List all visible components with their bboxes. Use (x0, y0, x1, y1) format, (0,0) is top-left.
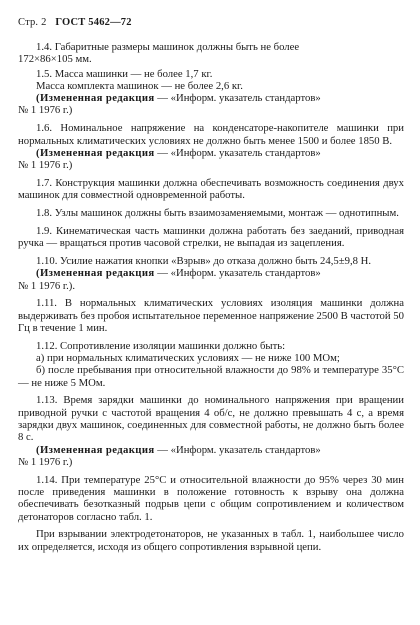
clause-1-12-a: а) при нормальных климатических условиях — не ниже 100 МОм; (36, 352, 340, 365)
amendment-number-4: № 1 1976 г.) (18, 455, 73, 468)
amendment-source: — «Информ. указатель стандартов» (154, 267, 321, 280)
amendment-number-3: № 1 1976 г.). (18, 279, 76, 292)
clause-1-9: 1.9. Кинематическая часть машинки должна работать без заеданий, приводная ручка — вращаться против часовой стрелки, не выпадая из зацепления. (18, 224, 404, 250)
amendment-note-4 (18, 444, 404, 456)
clause-1-14: 1.14. При температуре 25°С и относительной влажности до 95% через 30 мин после приведения машинки в положение готовность к взрыву она должна обеспечивать безотказный подрыв цепи с общим сопротивлением и количеством детонаторов согласно табл. 1. (18, 473, 404, 523)
clause-1-5: 1.5. Масса машинки — не более 1,7 кг. (36, 67, 213, 80)
amendment-source: — «Информ. указатель стандартов» (154, 146, 321, 159)
amendment-note-2 (18, 147, 404, 159)
amendment-number-2: № 1 1976 г.) (18, 159, 73, 172)
amendment-label: (Измененная редакция (36, 267, 155, 280)
amendment-label: (Измененная редакция (36, 443, 155, 456)
clause-1-7: 1.7. Конструкция машинки должна обеспечивать возможность соединения двух машинок для совместной одновременной работы. (18, 176, 404, 202)
amendment-label: (Измененная редакция (36, 146, 155, 159)
amendment-note-1 (18, 92, 404, 104)
clause-1-6: 1.6. Номинальное напряжение на конденсаторе-накопителе машинки при нормальных климатических условиях не должно быть менее 1500 и более 1850 В. (18, 122, 404, 147)
amendment-source: — «Информ. указатель стандартов» (154, 443, 321, 456)
standard-code: ГОСТ 5462—72 (55, 17, 132, 28)
closing-paragraph: При взрывании электродетонаторов, не указанных в табл. 1, наибольшее число их определяется, исходя из общего сопротивления взрывной цепи. (18, 528, 404, 553)
amendment-source: — «Информ. указатель стандартов» (154, 92, 321, 105)
clause-1-10: 1.10. Усилие нажатия кнопки «Взрыв» до отказа должно быть 24,5±9,8 Н. (36, 254, 372, 267)
clause-1-13: 1.13. Время зарядки машинки до номинального напряжения при вращении приводной ручки с частотой вращения 4 об/с, не должно превышать 4 с, а время зарядки двух машинок, соединенных для совместной работы, не должно быть более 8 с. (18, 394, 404, 444)
clause-1-12-b: б) после пребывания при относительной влажности до 98% и температуре 35°С — не ниже 5 МОм. (18, 364, 404, 389)
clause-1-8: 1.8. Узлы машинок должны быть взаимозаменяемыми, монтаж — однотипным. (36, 207, 399, 220)
amendment-number-1: № 1 1976 г.) (18, 104, 73, 117)
page-number: Стр. 2 (18, 17, 47, 28)
clause-1-5-kit-mass: Масса комплекта машинок — не более 2,6 кг. (36, 79, 243, 92)
clause-1-11: 1.11. В нормальных климатических условиях изоляция машинки должна выдерживать без пробоя испытательное переменное напряжение 2500 В частотой 50 Гц в течение 1 мин. (18, 297, 404, 334)
amendment-note-3 (18, 267, 404, 279)
page-header (18, 16, 404, 29)
amendment-label: (Измененная редакция (36, 92, 155, 105)
clause-1-4-dimensions: 172×86×105 мм. (18, 53, 92, 66)
clause-1-4: 1.4. Габаритные размеры машинок должны быть не более (36, 41, 300, 53)
clause-1-12: 1.12. Сопротивление изоляции машинки должно быть: (36, 339, 286, 352)
